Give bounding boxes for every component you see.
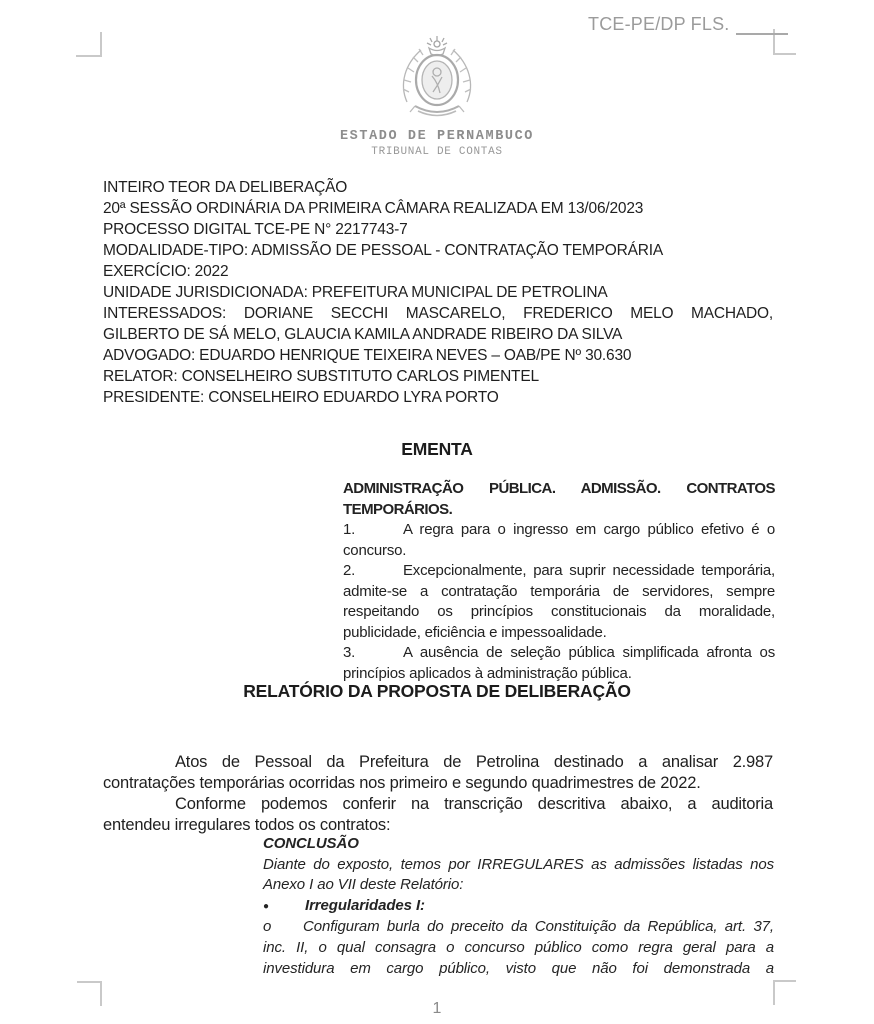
conclusao-sub-line-1 — [263, 917, 774, 938]
conclusao-bullet-line — [263, 896, 774, 918]
ementa-item-2-line-3: respeitando os princípios constitucionais da moralidade, — [343, 603, 775, 620]
folio-blank-line — [736, 13, 788, 35]
org-state-name: ESTADO DE PERNAMBUCO — [339, 129, 535, 144]
conclusao-sub-line-2: inc. II, o qual consagra o concurso público como regra geral para a — [263, 938, 774, 956]
ementa-heading-line1: ADMINISTRAÇÃO PÚBLICA. ADMISSÃO. CONTRATOS — [343, 480, 775, 497]
relatorio-title: RELATÓRIO DA PROPOSTA DE DELIBERAÇÃO — [243, 681, 631, 701]
conclusao-title: CONCLUSÃO — [263, 835, 359, 852]
bullet-dot-icon: ● — [263, 900, 269, 912]
relatorio-p2-line-2: entendeu irregulares todos os contratos: — [103, 816, 391, 834]
ementa-item-1-text: A regra para o ingresso em cargo público efetivo é o — [403, 521, 775, 538]
info-line-exercicio: EXERCÍCIO: 2022 — [103, 263, 229, 280]
ementa-item-3-text: A ausência de seleção pública simplificada afronta os — [403, 644, 775, 661]
conclusao-p1-line-1: Diante do exposto, temos por IRREGULARES as admissões listadas nos — [263, 855, 774, 873]
ementa-item-2-number: 2. — [343, 562, 356, 579]
conclusao-bullet-text: Irregularidades I: — [305, 896, 425, 914]
info-line-interessados-2: GILBERTO DE SÁ MELO, GLAUCIA KAMILA ANDRADE RIBEIRO DA SILVA — [103, 326, 623, 343]
info-line-modalidade: MODALIDADE-TIPO: ADMISSÃO DE PESSOAL - CONTRATAÇÃO TEMPORÁRIA — [103, 242, 663, 259]
info-line-advogado: ADVOGADO: EDUARDO HENRIQUE TEIXEIRA NEVES – OAB/PE Nº 30.630 — [103, 347, 632, 364]
relatorio-p2-line-1: Conforme podemos conferir na transcrição descritiva abaixo, a auditoria — [175, 795, 773, 813]
ementa-item-3-line-2: princípios aplicados à administração pública. — [343, 664, 632, 682]
info-line-sessao: 20ª SESSÃO ORDINÁRIA DA PRIMEIRA CÂMARA REALIZADA EM 13/06/2023 — [103, 200, 644, 217]
ementa-item-3-number: 3. — [343, 644, 356, 661]
ementa-item-2-line-1 — [343, 561, 775, 582]
ementa-block — [343, 479, 775, 684]
ementa-heading-line2: TEMPORÁRIOS. — [343, 500, 453, 518]
conclusao-sub-text: Configuram burla do preceito da Constituição da República, art. 37, — [303, 918, 774, 936]
ementa-item-2-line-2: admite-se a contratação temporária de servidores, sempre — [343, 582, 775, 600]
ementa-item-3-line-1 — [343, 643, 775, 664]
relatorio-p1-line-1: Atos de Pessoal da Prefeitura de Petrolina destinado a analisar 2.987 — [175, 753, 773, 771]
institution-header — [0, 34, 874, 160]
ementa-title: EMENTA — [401, 439, 473, 459]
sub-bullet-o-marker: o — [263, 918, 272, 936]
folio-header — [588, 13, 788, 35]
coat-of-arms-icon — [385, 109, 489, 126]
ementa-item-2-text: Excepcionalmente, para suprir necessidade temporária, — [403, 562, 775, 579]
info-line-processo: PROCESSO DIGITAL TCE-PE N° 2217743-7 — [103, 221, 408, 238]
case-info-block — [103, 177, 773, 408]
info-line-unidade: UNIDADE JURISDICIONADA: PREFEITURA MUNICIPAL DE PETROLINA — [103, 284, 608, 301]
info-line-interessados: INTERESSADOS: DORIANE SECCHI MASCARELO, FREDERICO MELO MACHADO, — [103, 305, 773, 322]
ementa-item-1-line-2: concurso. — [343, 541, 407, 559]
info-line-presidente: PRESIDENTE: CONSELHEIRO EDUARDO LYRA PORTO — [103, 389, 499, 406]
relatorio-body — [103, 752, 773, 836]
ementa-item-2-line-4: publicidade, eficiência e impessoalidade. — [343, 623, 607, 641]
info-line-relator: RELATOR: CONSELHEIRO SUBSTITUTO CARLOS PIMENTEL — [103, 368, 539, 385]
ementa-item-1-line-1 — [343, 520, 775, 541]
conclusao-sub-line-3: investidura em cargo público, visto que não foi demonstrada a — [263, 959, 774, 977]
info-line-inteiro-teor: INTEIRO TEOR DA DELIBERAÇÃO — [103, 179, 348, 196]
org-court-name: TRIBUNAL DE CONTAS — [371, 146, 503, 158]
relatorio-p1-line-2: contratações temporárias ocorridas nos primeiro e segundo quadrimestres de 2022. — [103, 774, 701, 792]
folio-label: TCE-PE/DP FLS. — [588, 14, 730, 34]
conclusao-block — [263, 834, 774, 979]
page-number: 1 — [432, 1000, 442, 1017]
ementa-item-1-number: 1. — [343, 521, 356, 538]
conclusao-p1-line-2: Anexo I ao VII deste Relatório: — [263, 876, 464, 894]
